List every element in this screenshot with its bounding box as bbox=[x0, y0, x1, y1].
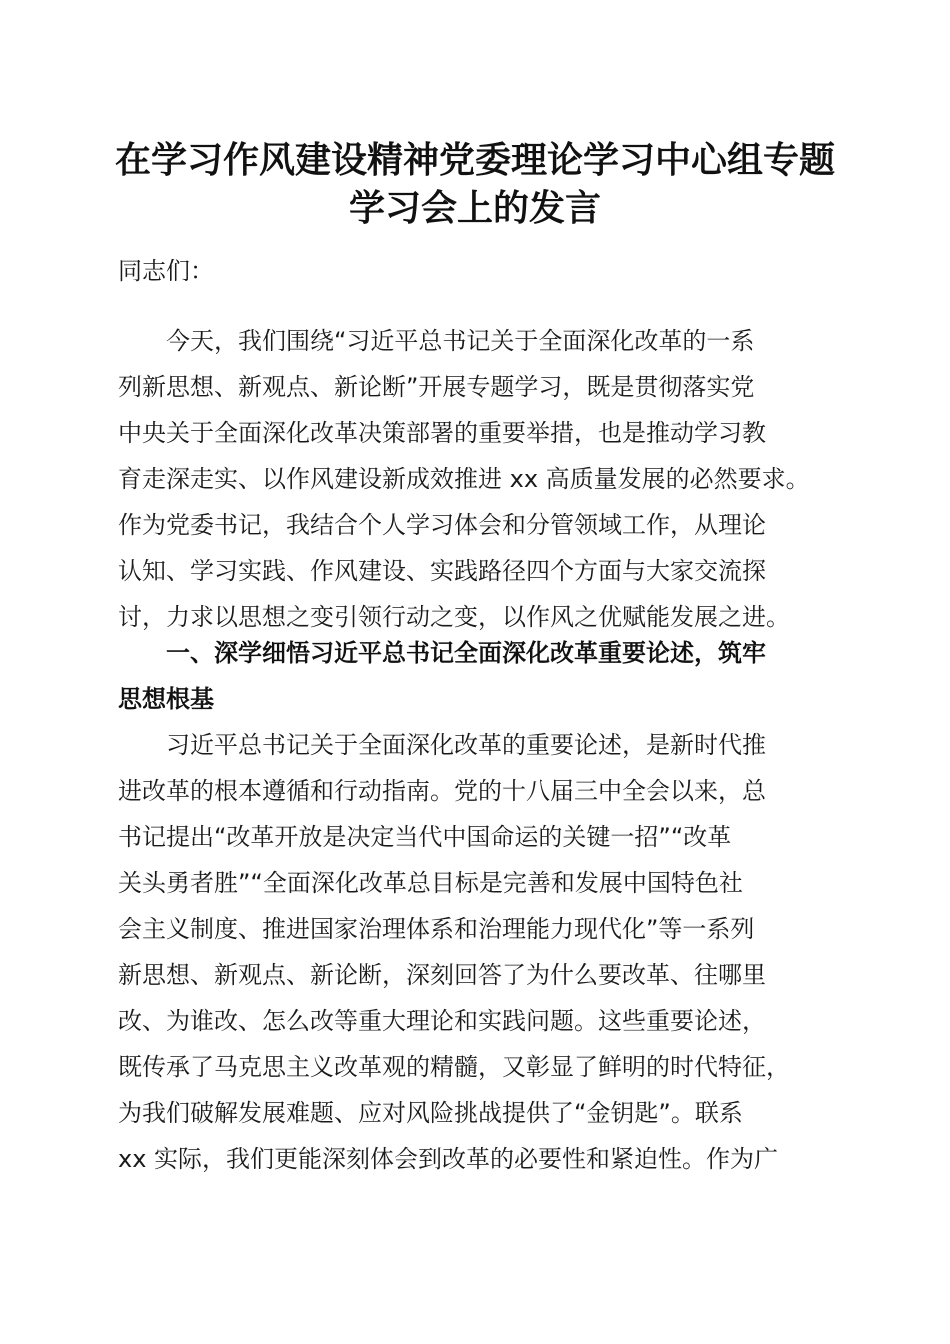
salutation: 同志们： bbox=[118, 257, 214, 285]
section-heading-1-cont: 思想根基 bbox=[118, 685, 214, 713]
paragraph-2-line: 习近平总书记关于全面深化改革的重要论述，是新时代推 bbox=[166, 731, 766, 759]
paragraph-1-line: 中央关于全面深化改革决策部署的重要举措，也是推动学习教 bbox=[118, 419, 766, 447]
paragraph-2-line: 进改革的根本遵循和行动指南。党的十八届三中全会以来，总 bbox=[118, 777, 766, 805]
paragraph-2-line: xx 实际，我们更能深刻体会到改革的必要性和紧迫性。作为广 bbox=[118, 1145, 779, 1173]
paragraph-2-line: 会主义制度、推进国家治理体系和治理能力现代化”等一系列 bbox=[118, 915, 755, 943]
paragraph-1-line: 育走深走实、以作风建设新成效推进 xx 高质量发展的必然要求。 bbox=[118, 465, 810, 493]
paragraph-2-line: 为我们破解发展难题、应对风险挑战提供了“金钥匙”。联系 bbox=[118, 1099, 743, 1127]
paragraph-1-line: 今天，我们围绕“习近平总书记关于全面深化改革的一系 bbox=[166, 327, 755, 355]
paragraph-2-line: 关头勇者胜”“全面深化改革总目标是完善和发展中国特色社 bbox=[118, 869, 743, 897]
document-title-line-1: 在学习作风建设精神党委理论学习中心组专题 bbox=[114, 139, 835, 181]
paragraph-1-line: 讨，力求以思想之变引领行动之变，以作风之优赋能发展之进。 bbox=[118, 603, 790, 631]
paragraph-2-line: 既传承了马克思主义改革观的精髓，又彰显了鲜明的时代特征， bbox=[118, 1053, 790, 1081]
paragraph-2-line: 改、为谁改、怎么改等重大理论和实践问题。这些重要论述， bbox=[118, 1007, 766, 1035]
paragraph-1-line: 认知、学习实践、作风建设、实践路径四个方面与大家交流探 bbox=[118, 557, 766, 585]
paragraph-1-line: 列新思想、新观点、新论断”开展专题学习，既是贯彻落实党 bbox=[118, 373, 755, 401]
document-title-line-2: 学习会上的发言 bbox=[348, 187, 601, 229]
paragraph-2-line: 书记提出“改革开放是决定当代中国命运的关键一招”“改革 bbox=[118, 823, 732, 851]
paragraph-2-line: 新思想、新观点、新论断，深刻回答了为什么要改革、往哪里 bbox=[118, 961, 766, 989]
paragraph-1-line: 作为党委书记，我结合个人学习体会和分管领域工作，从理论 bbox=[118, 511, 766, 539]
section-heading-1: 一、深学细悟习近平总书记全面深化改革重要论述，筑牢 bbox=[166, 639, 766, 667]
